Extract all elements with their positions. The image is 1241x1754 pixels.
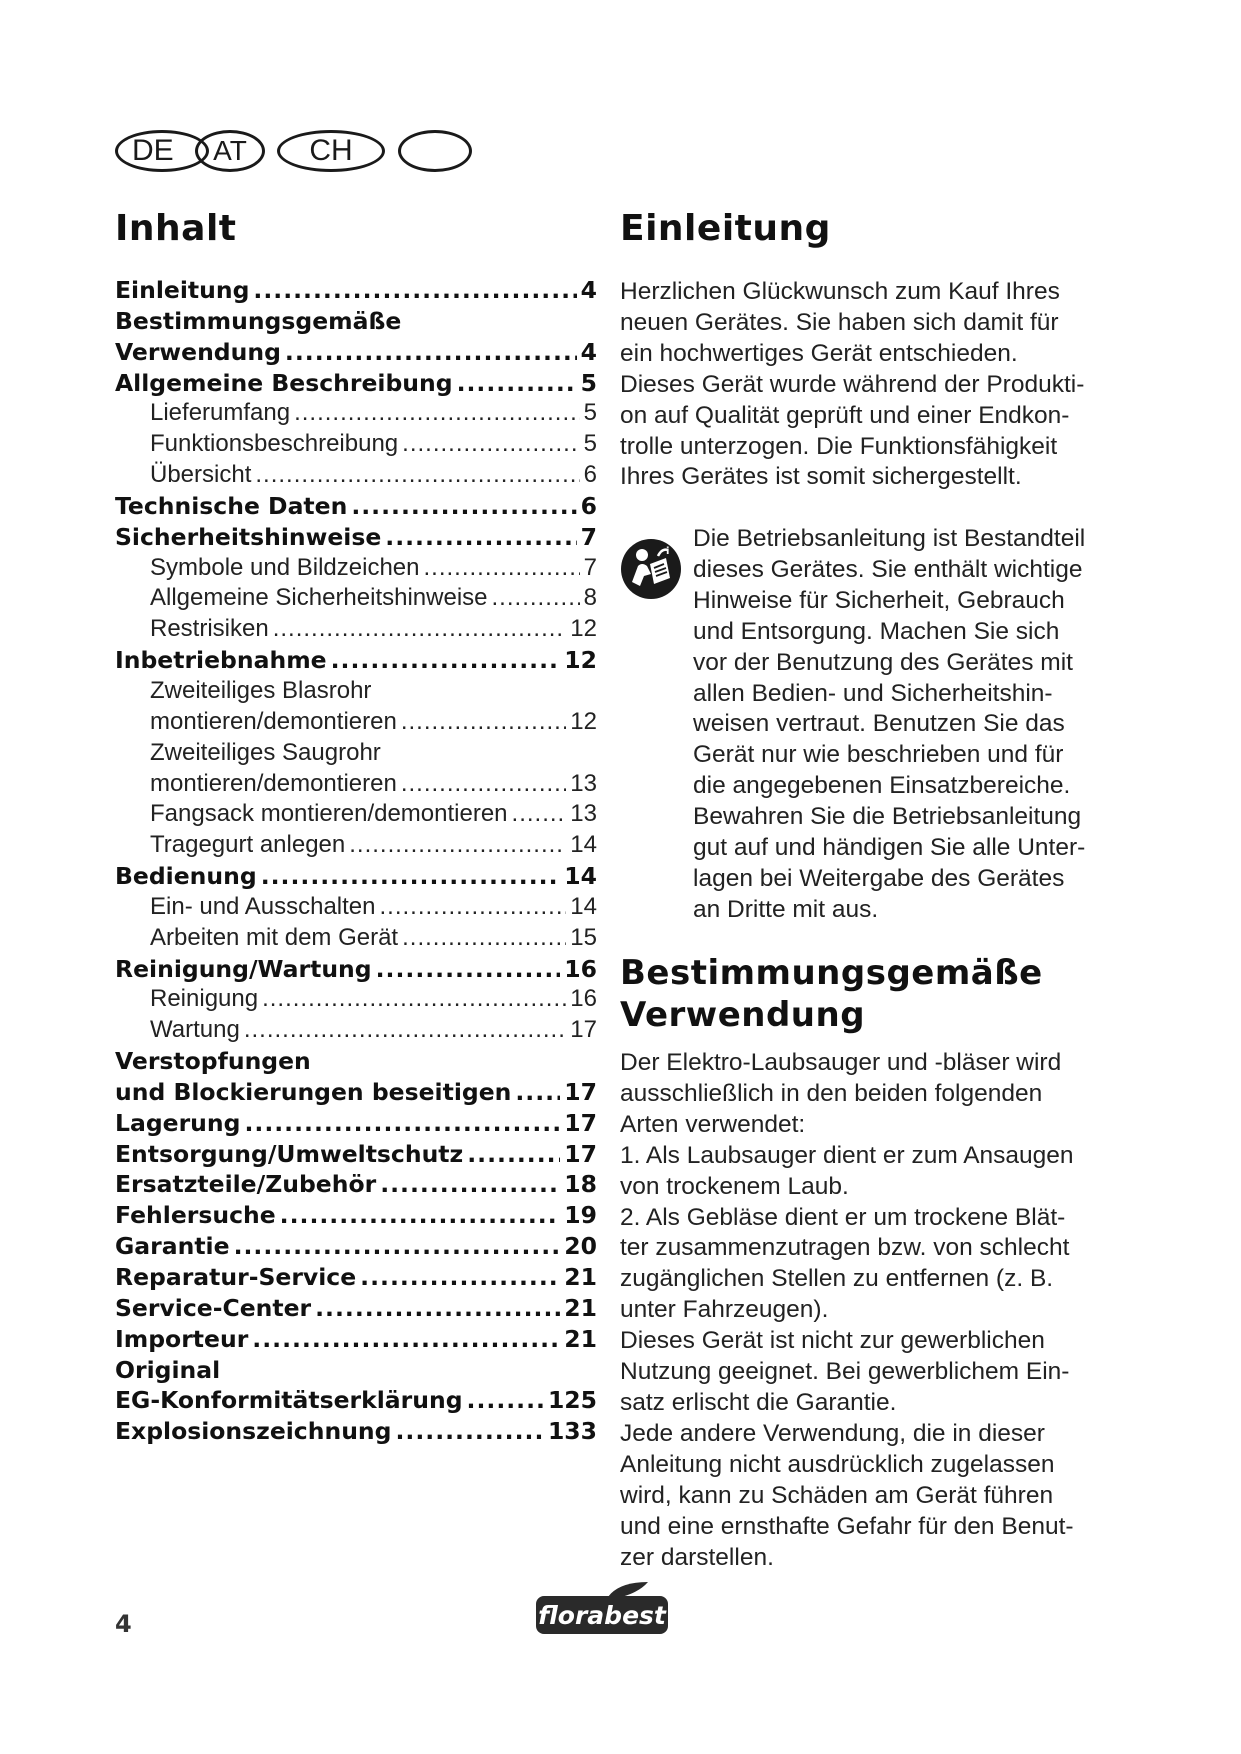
page-number: 4 [115,1610,132,1638]
toc-entry [115,1294,597,1325]
toc-entry-page: 13 [570,769,597,797]
toc-entry-leader [244,1016,566,1044]
toc-entry-leader [273,615,567,643]
toc-entry [115,615,597,646]
toc-entry-title: Zweiteiliges Saugrohr [150,738,381,766]
toc-entry-leader [424,554,580,582]
toc-entry-title: Technische Daten [115,491,348,520]
country-badge-ch: CH [277,130,385,172]
toc-entry [115,831,597,862]
toc-entry-title: Allgemeine Sicherheitshinweise [150,584,488,612]
toc-entry-leader [294,399,580,427]
toc-entry-title: Entsorgung/Umweltschutz [115,1139,464,1168]
toc-entry-page: 7 [583,553,597,581]
toc-entry-title: Symbole und Bildzeichen [150,553,420,581]
toc-entry-page: 17 [564,1077,597,1106]
toc-entry-title: EG-Konformitätserklärung [115,1386,463,1415]
toc-entry-leader [401,708,566,736]
toc-entry-page: 17 [564,1139,597,1168]
toc-entry [115,338,597,369]
toc-entry-page: 14 [564,862,597,891]
toc-entry-leader [331,646,561,674]
toc-entry [115,1263,597,1294]
toc-entry [115,862,597,893]
toc-entry-leader [402,924,566,952]
toc-entry-leader [512,800,567,828]
toc-entry [115,677,597,708]
toc-entry-page: 17 [564,1108,597,1137]
toc-entry-title: Zweiteiliges Blasrohr [150,676,372,704]
toc-entry-page: 18 [564,1170,597,1199]
toc-entry-title: und Blockierungen beseitigen [115,1077,512,1106]
toc-entry-page: 21 [564,1293,597,1322]
toc-entry-title: Importeur [115,1324,249,1353]
country-badge-at: AT [195,130,265,172]
toc-entry-leader [380,1170,560,1198]
toc-entry-title: Garantie [115,1232,230,1261]
toc-entry-title: Tragegurt anlegen [150,831,346,859]
toc-entry [115,924,597,955]
intended-use-title: Bestimmungsgemäße Verwendung [620,953,1043,1035]
toc-title: Inhalt [115,208,237,249]
toc-entry-leader [262,985,566,1013]
toc-entry-title: Funktionsbeschreibung [150,430,399,458]
toc-entry [115,1417,597,1448]
toc-entry-title: Original [115,1355,221,1384]
toc-entry [115,584,597,615]
toc-entry [115,708,597,739]
toc-entry-page: 12 [570,615,597,643]
toc-entry [115,307,597,338]
toc-list [115,276,597,1448]
toc-entry-page: 12 [564,646,597,675]
toc-entry [115,399,597,430]
toc-entry-title: Service-Center [115,1293,312,1322]
toc-entry-page: 4 [580,337,597,366]
toc-entry [115,1078,597,1109]
toc-entry [115,1047,597,1078]
toc-entry [115,492,597,523]
country-badge-empty [398,130,472,172]
toc-entry-title: Ein- und Ausschalten [150,892,376,920]
toc-entry [115,461,597,492]
toc-entry-title: Explosionszeichnung [115,1417,392,1446]
toc-entry-title: Inbetriebnahme [115,646,327,675]
toc-entry-leader [252,1325,560,1353]
toc-entry-title: montieren/demontieren [150,769,397,797]
toc-entry-leader [255,461,579,489]
toc-entry-page: 13 [570,800,597,828]
toc-entry-title: Reparatur-Service [115,1263,357,1291]
toc-entry-page: 14 [570,831,597,859]
toc-entry-page: 12 [570,707,597,735]
toc-entry [115,1140,597,1171]
info-text: Die Betriebsanleitung ist Bestandteil dieses Gerätes. Sie enthält wichtige Hinweise für Sicherheit, Gebrauch und Entsorgung. Machen Sie sich vor der Benutzung des Gerätes mit allen Bedien- und Sicherheitshin- weisen vertraut. Benutzen Sie das Gerät nur wie beschrieben und für die angegebenen Einsatzbereiche. Bewahren Sie die Betriebsanleitung gut auf und händigen Sie alle Unter- lagen bei Weitergabe des Gerätes an Dritte mit aus. [693,525,1086,923]
toc-entry [115,554,597,585]
toc-entry-leader [315,1294,560,1322]
toc-entry-leader [385,523,576,551]
toc-entry-leader [234,1232,561,1260]
read-manual-icon [620,538,682,600]
toc-entry-title: Fehlersuche [115,1201,276,1230]
toc-entry-title: Wartung [150,1016,240,1044]
toc-entry-leader [401,770,566,798]
toc-entry [115,955,597,986]
toc-entry-page: 133 [547,1417,597,1446]
toc-entry-page: 15 [570,923,597,951]
toc-entry-title: Verstopfungen [115,1047,311,1076]
toc-entry [115,800,597,831]
toc-entry-leader [457,369,577,397]
intro-text: Herzlichen Glückwunsch zum Kauf Ihres neuen Gerätes. Sie haben sich damit für ein hochwertiges Gerät entschieden. Dieses Gerät wurde während der Produkti- on auf Qualität geprüft und einer Endkon- trolle unterzogen. Die Funktionsfähigkeit Ihres Gerätes ist somit sichergestellt. [620,278,1085,491]
toc-entry-leader [467,1386,544,1414]
toc-entry-title: Lieferumfang [150,399,291,427]
intro-title: Einleitung [620,208,831,249]
toc-entry-title: Bedienung [115,862,257,891]
toc-entry [115,646,597,677]
toc-entry-page: 8 [583,584,597,612]
toc-entry-leader [360,1263,560,1291]
toc-entry-leader [261,862,561,890]
toc-entry-page: 7 [580,522,597,551]
toc-entry-page: 125 [547,1386,597,1415]
toc-entry-page: 17 [570,1016,597,1044]
toc-entry [115,1170,597,1201]
toc-entry-title: Restrisiken [150,615,269,643]
toc-entry-page: 6 [583,461,597,489]
toc-entry-leader [402,430,579,458]
toc-entry-title: Reinigung [150,985,259,1013]
country-badge-de: DE [115,130,209,172]
toc-entry [115,1356,597,1387]
toc-entry-title: Fangsack montieren/demontieren [150,800,508,828]
toc-entry-title: Reinigung/Wartung [115,954,372,983]
toc-entry-leader [349,831,566,859]
toc-entry-page: 21 [564,1324,597,1353]
brand-name: florabest [536,1596,668,1634]
toc-column [115,208,597,1446]
toc-entry [115,1232,597,1263]
toc-entry [115,1386,597,1417]
toc-entry-leader [253,276,576,304]
toc-entry-title: Sicherheitshinweise [115,522,382,551]
toc-entry-title: Ersatzteile/Zubehör [115,1170,377,1199]
toc-entry-page: 16 [570,985,597,1013]
toc-entry-page: 21 [564,1263,597,1291]
toc-entry-leader [285,338,577,366]
toc-entry-title: Einleitung [115,276,250,304]
toc-entry-leader [395,1417,543,1445]
toc-entry [115,1325,597,1356]
toc-entry-page: 19 [564,1201,597,1230]
svg-text:i: i [666,546,670,557]
toc-entry [115,770,597,801]
toc-entry [115,1016,597,1047]
toc-entry-page: 5 [580,368,597,397]
toc-entry [115,276,597,307]
toc-entry-title: Arbeiten mit dem Gerät [150,923,399,951]
toc-entry-title: montieren/demontieren [150,707,397,735]
toc-entry-page: 5 [583,430,597,458]
toc-entry-leader [351,492,576,520]
intended-use-text: Der Elektro-Laubsauger und -bläser wird ausschließlich in den beiden folgenden Arten verwendet: 1. Als Laubsauger dient er zum Ansaugen von trockenem Laub. 2. Als Gebläse dient er um trockene Blät- ter zusammenzutragen bzw. von schlecht zugänglichen Stellen zu entfernen (z. B. unter Fahrzeugen). Dieses Gerät ist nicht zur gewerblichen Nutzung geeignet. Bei gewerblichem Ein- satz erlischt die Garantie. Jede andere Verwendung, die in dieser Anleitung nicht ausdrücklich zugelassen wird, kann zu Schäden am Gerät führen und eine ernsthafte Gefahr für den Benut- zer darstellen. [620,1049,1074,1571]
toc-entry [115,893,597,924]
toc-entry-page: 20 [564,1232,597,1261]
toc-entry-title: Verwendung [115,337,281,366]
toc-entry-page: 4 [580,276,597,304]
toc-entry [115,430,597,461]
toc-entry-title: Allgemeine Beschreibung [115,368,453,397]
toc-entry-title: Übersicht [150,461,252,489]
content-column [620,208,1106,1571]
toc-entry-page: 16 [564,954,597,983]
toc-entry-page: 6 [580,491,597,520]
toc-entry-leader [492,584,580,612]
toc-entry-leader [379,893,566,921]
brand-logo [532,1580,672,1640]
toc-entry [115,369,597,400]
toc-entry-leader [515,1078,560,1106]
toc-entry-leader [467,1140,560,1168]
toc-entry-leader [280,1201,561,1229]
toc-entry-page: 5 [583,399,597,427]
toc-entry-leader [376,955,561,983]
toc-entry-page: 14 [570,892,597,920]
toc-entry [115,1109,597,1140]
toc-entry [115,1201,597,1232]
toc-entry-title: Lagerung [115,1108,241,1137]
toc-entry [115,739,597,770]
toc-entry-title: Bestimmungsgemäße [115,306,402,335]
toc-entry [115,985,597,1016]
toc-entry [115,523,597,554]
toc-entry-leader [244,1109,560,1137]
